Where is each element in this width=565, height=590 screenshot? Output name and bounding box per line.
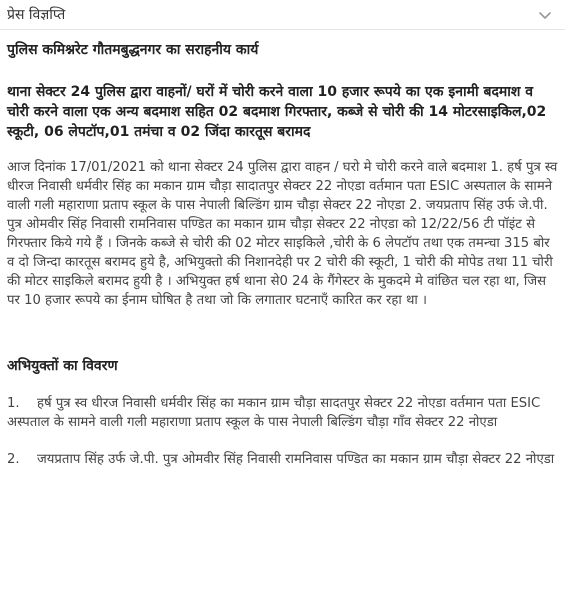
accused-section-title: अभियुक्तों का विवरण	[7, 358, 118, 374]
article-content	[7, 40, 559, 487]
header-bar	[0, 0, 565, 30]
accused-text: जयप्रताप सिंह उर्फ जे.पी. पुत्र ओमवीर सिंह निवासी रामनिवास पण्डित का मकान ग्राम चौड़ा सेक्टर 22 नोएडा	[37, 452, 555, 467]
chevron-down-icon[interactable]	[537, 7, 553, 23]
accused-number: 1.	[7, 396, 20, 411]
accused-number: 2.	[7, 452, 20, 467]
article-heading: पुलिस कमिश्नरेट गौतमबुद्धनगर का सराहनीय कार्य	[7, 42, 259, 58]
header-title: प्रेस विज्ञप्ति	[7, 7, 66, 23]
accused-text: हर्ष पुत्र स्व धीरज निवासी धर्मवीर सिंह का मकान ग्राम चौड़ा सादतपुर सेक्टर 22 नोएडा वर्तमान पता ESIC अस्पताल के सामने वाली गली महाराणा प्रताप स्कूल के पास नेपाली बिल्डिंग चौड़ा गाँव सेक्टर 22 नोएडा	[7, 396, 541, 430]
chevron-down-icon-svg	[537, 7, 553, 23]
article-subheading: थाना सेक्टर 24 पुलिस द्वारा वाहनों/ घरों में चोरी करने वाला 10 हजार रूपये का एक इनामी बदमाश व चोरी करने वाला एक अन्य बदमाश सहित 02 बदमाश गिरफ्तार, कब्जे से चोरी की 14 मोटरसाइकिल,02 स्कूटी, 06 लेपटॉप,01 तमंचा व 02 जिंदा कारतूस बरामद	[7, 84, 547, 140]
accused-item-2	[7, 450, 559, 469]
accused-item-1	[7, 394, 559, 432]
article-paragraph: आज दिनांक 17/01/2021 को थाना सेक्टर 24 पुलिस द्वारा वाहन / घरो मे चोरी करने वाले बदमाश 1. हर्ष पुत्र स्व धीरज निवासी धर्मवीर सिंह का मकान ग्राम चौड़ा सादातपुर सेक्टर 22 नोएडा वर्तमान पता ESIC अस्पताल के सामने वाली गली महाराणा प्रताप स्कूल के पास नेपाली बिल्डिंग ग्राम चौड़ा सेक्टर 22 नोएडा 2. जयप्रताप सिंह उर्फ जे.पी. पुत्र ओमवीर सिंह निवासी रामनिवास पण्डित का मकान ग्राम चौड़ा सेक्टर 22 नोएडा को 12/22/56 टी पॉइंट से गिरफ्तार किये गये हैं । जिनके कब्जे से चोरी की 02 मोटर साइकिले ,चोरी के 6 लेपटॉप तथा एक तमन्चा 315 बोर व दो जिन्दा कारतूस बरामद हुये है, अभियुक्तो की निशानदेही पर 2 चोरी की स्कूटी, 1 चोरी की मोपेड तथा 11 चोरी की मोटर साइकिले बरामद हुयी है । अभियुक्त हर्ष थाना से0 24 के गैंगेस्टर के मुकदमे मे वांछित चल रहा था, जिस पर 10 हजार रूपये का ईनाम घोषित है तथा जो कि लगातार घटनाएँ कारित कर रहा था ।	[7, 160, 558, 308]
